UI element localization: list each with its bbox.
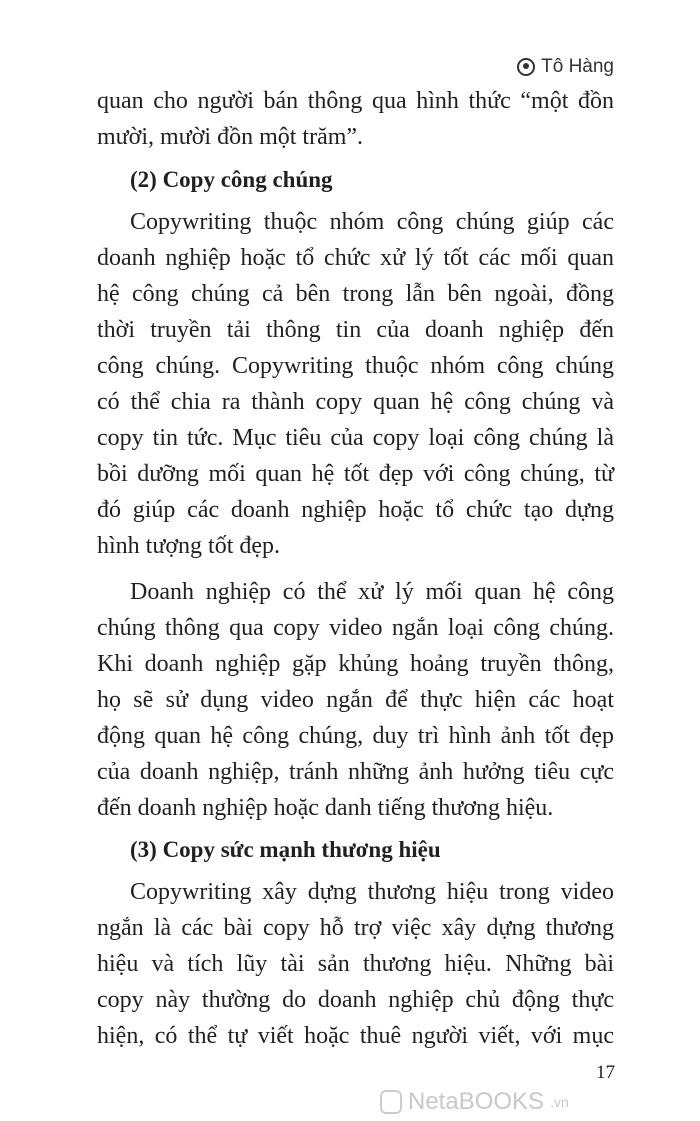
watermark (380, 1088, 569, 1116)
text-line: công chúng. Copywriting thuộc nhóm công chúng (97, 353, 614, 379)
text-line: Doanh nghiệp có thể xử lý mối quan hệ công (130, 579, 614, 605)
author-logo-icon (517, 58, 535, 76)
text-line: hệ công chúng cả bên trong lẫn bên ngoài, đồng (97, 281, 614, 307)
section-heading: (3) Copy sức mạnh thương hiệu (130, 837, 441, 862)
text-line: động quan hệ công chúng, duy trì hình ảnh tốt đẹp (97, 723, 614, 749)
watermark-suffix: .vn (550, 1094, 569, 1110)
text-line: ngắn là các bài copy hỗ trợ việc xây dựng thương (97, 915, 614, 941)
text-line: của doanh nghiệp, tránh những ảnh hưởng tiêu cực (97, 759, 614, 785)
text-line: copy tin tức. Mục tiêu của copy loại công chúng là (97, 425, 614, 451)
text-line: Copywriting xây dựng thương hiệu trong video (130, 879, 614, 905)
text-line: copy này thường do doanh nghiệp chủ động thực (97, 987, 614, 1013)
watermark-brand: NetaBOOKS (408, 1088, 545, 1115)
text-line: hiệu và tích lũy tài sản thương hiệu. Những bài (97, 951, 614, 977)
text-line: chúng thông qua copy video ngắn loại công chúng. (97, 615, 614, 641)
text-line: họ sẽ sử dụng video ngắn để thực hiện các hoạt (97, 687, 614, 713)
section-heading: (2) Copy công chúng (130, 167, 333, 192)
netabooks-logo-icon (380, 1090, 402, 1114)
text-line: đến doanh nghiệp hoặc danh tiếng thương hiệu. (97, 795, 554, 821)
text-line: Khi doanh nghiệp gặp khủng hoảng truyền thông, (97, 651, 614, 677)
text-line: mười, mười đồn một trăm”. (97, 124, 364, 150)
text-line: hiện, có thể tự viết hoặc thuê người viết, với mục (97, 1023, 614, 1049)
text-line: hình tượng tốt đẹp. (97, 533, 281, 559)
author-name: Tô Hàng (541, 56, 614, 77)
text-line: Copywriting thuộc nhóm công chúng giúp các (130, 209, 614, 235)
text-line: có thể chia ra thành copy quan hệ công chúng và (97, 389, 614, 415)
paragraph (97, 204, 614, 564)
text-line: đó giúp các doanh nghiệp hoặc tổ chức tạo dựng (97, 497, 614, 523)
page-number: 17 (596, 1062, 615, 1083)
text-line: quan cho người bán thông qua hình thức “một đồn (97, 88, 614, 114)
text-line: doanh nghiệp hoặc tổ chức xử lý tốt các mối quan (97, 245, 614, 271)
text-line: bồi dưỡng mối quan hệ tốt đẹp với công chúng, từ (97, 461, 614, 487)
paragraph (97, 874, 614, 1054)
paragraph-continued (97, 83, 614, 155)
running-header (517, 56, 614, 78)
text-line: thời truyền tải thông tin của doanh nghiệp đến (97, 317, 614, 343)
paragraph (97, 574, 614, 826)
